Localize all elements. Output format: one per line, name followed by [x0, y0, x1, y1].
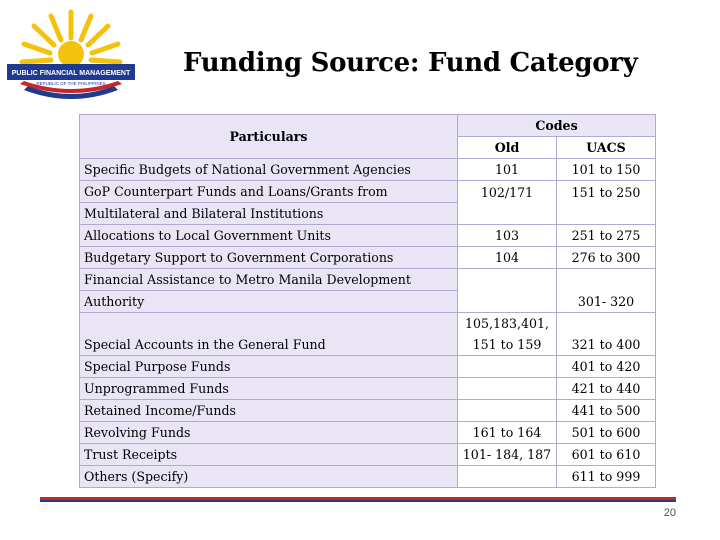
row-particular: Others (Specify)	[80, 466, 458, 488]
row-uacs-code: 401 to 420	[557, 356, 656, 378]
row-uacs-code: 501 to 600	[557, 422, 656, 444]
page-number: 20	[663, 507, 676, 519]
row-uacs-code: 151 to 250	[557, 181, 656, 203]
row-old-code	[458, 356, 557, 378]
table-row	[80, 400, 656, 422]
row-uacs-code: 301- 320	[557, 291, 656, 313]
table-row	[80, 247, 656, 269]
row-old-code-line2: 151 to 159	[458, 334, 557, 356]
fund-category-table	[79, 114, 656, 488]
row-old-code	[458, 466, 557, 488]
table-row	[80, 313, 656, 335]
row-uacs-code: 421 to 440	[557, 378, 656, 400]
table-row	[80, 334, 656, 356]
table-row	[80, 356, 656, 378]
row-uacs-code: 441 to 500	[557, 400, 656, 422]
row-particular: Budgetary Support to Government Corporations	[80, 247, 458, 269]
row-particular: Special Purpose Funds	[80, 356, 458, 378]
row-particular: Allocations to Local Government Units	[80, 225, 458, 247]
row-uacs-code: 276 to 300	[557, 247, 656, 269]
row-old-code-line1: 105,183,401,	[458, 313, 557, 335]
header-old: Old	[458, 137, 557, 159]
header-particulars: Particulars	[80, 115, 458, 159]
table-row	[80, 444, 656, 466]
table-row	[80, 291, 656, 313]
table-row	[80, 225, 656, 247]
row-particular-line1: GoP Counterpart Funds and Loans/Grants from	[84, 184, 388, 199]
row-particular-cont: Authority	[80, 291, 458, 313]
row-uacs-code: 611 to 999	[557, 466, 656, 488]
row-old-code	[458, 400, 557, 422]
row-uacs-code: 321 to 400	[557, 334, 656, 356]
row-particular: Financial Assistance to Metro Manila Development	[80, 269, 458, 291]
pfm-logo	[4, 4, 138, 108]
row-particular: Specific Budgets of National Government Agencies	[80, 159, 458, 181]
sun-icon	[22, 12, 120, 67]
row-particular	[80, 181, 458, 203]
page-title: Funding Source: Fund Category	[183, 48, 638, 78]
row-old-code	[458, 378, 557, 400]
row-old-code: 102/171	[458, 181, 557, 203]
header-uacs: UACS	[557, 137, 656, 159]
table-row	[80, 378, 656, 400]
table-row	[80, 203, 656, 225]
row-old-code: 101- 184, 187	[458, 444, 557, 466]
row-uacs-code: 101 to 150	[557, 159, 656, 181]
table-row	[80, 159, 656, 181]
row-uacs-code: 601 to 610	[557, 444, 656, 466]
logo-text-top: PUBLIC FINANCIAL MANAGEMENT	[11, 70, 131, 77]
row-particular: Trust Receipts	[80, 444, 458, 466]
row-old-code: 101	[458, 159, 557, 181]
row-old-code: 104	[458, 247, 557, 269]
header-codes: Codes	[458, 115, 656, 137]
row-particular: Unprogrammed Funds	[80, 378, 458, 400]
table-row	[80, 269, 656, 291]
row-uacs-code: 251 to 275	[557, 225, 656, 247]
row-particular: Special Accounts in the General Fund	[80, 334, 458, 356]
row-particular: Retained Income/Funds	[80, 400, 458, 422]
table-row	[80, 466, 656, 488]
row-particular-cont: Multilateral and Bilateral Institutions	[80, 203, 458, 225]
row-old-code	[458, 291, 557, 313]
row-old-code: 161 to 164	[458, 422, 557, 444]
footer-rule-blue	[40, 500, 676, 502]
row-particular: Revolving Funds	[80, 422, 458, 444]
row-old-code: 103	[458, 225, 557, 247]
table-row	[80, 422, 656, 444]
logo-text-bottom: REPUBLIC OF THE PHILIPPINES	[36, 81, 106, 86]
table-row	[80, 181, 656, 203]
